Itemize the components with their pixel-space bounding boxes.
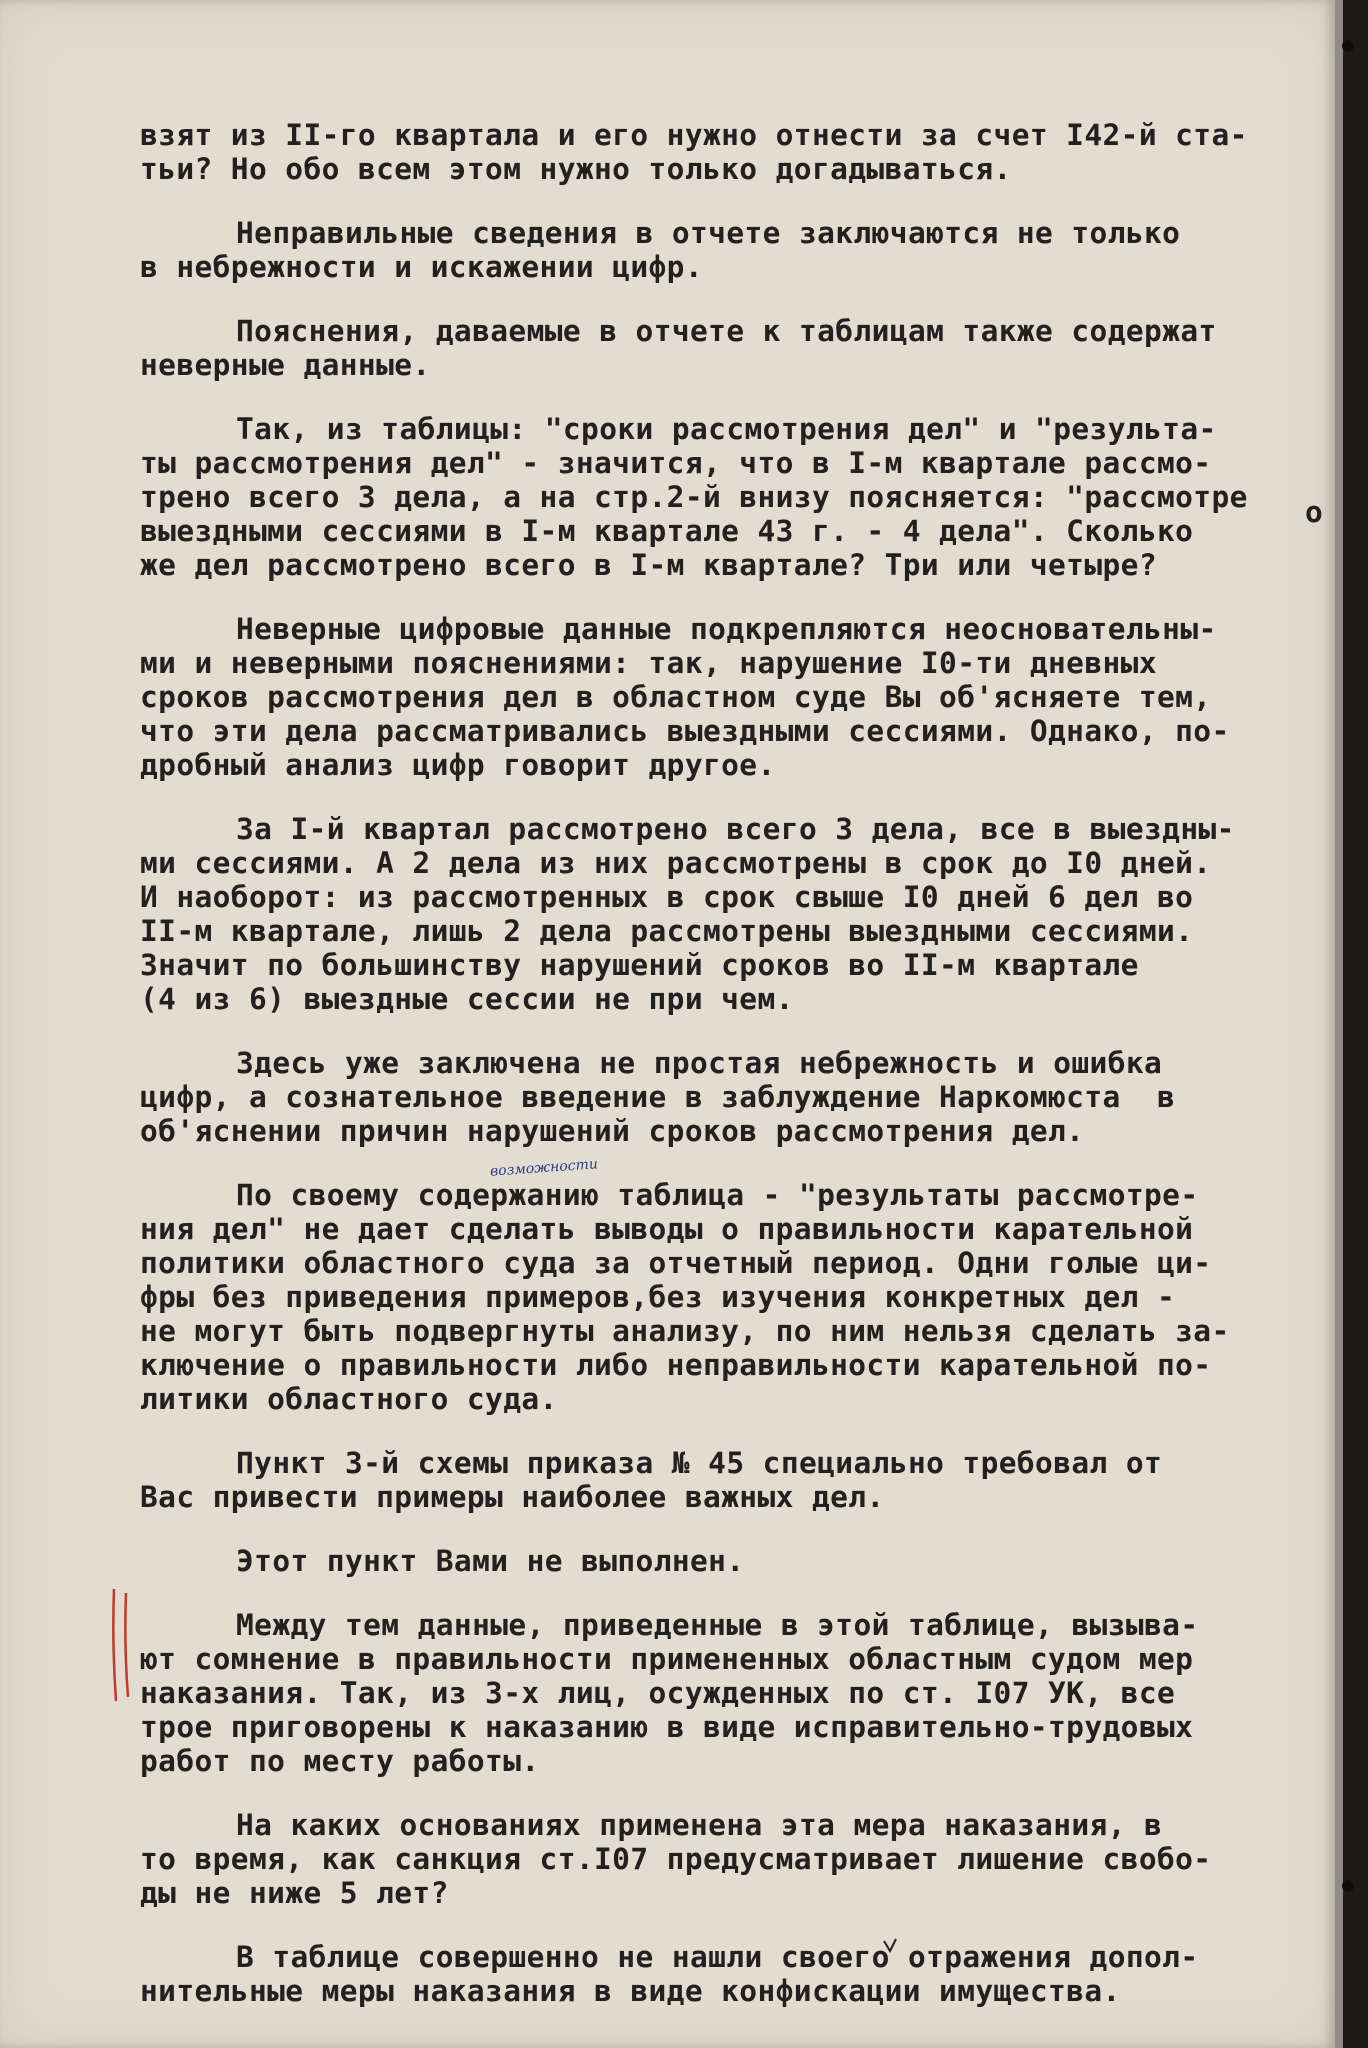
paragraph-gap xyxy=(140,1148,1335,1178)
text-line: что эти дела рассматривались выездными сессиями. Однако, по- xyxy=(140,714,1230,748)
paragraph-gap xyxy=(140,1416,1335,1446)
red-margin-mark xyxy=(108,1585,138,1705)
binding-edge xyxy=(1335,0,1368,2048)
text-line: ключение о правильности либо неправильности карательной по- xyxy=(140,1348,1212,1382)
text-line: Неверные цифровые данные подкрепляются неосновательны- xyxy=(236,612,1217,646)
text-line: (4 из 6) выездные сессии не при чем. xyxy=(140,982,794,1016)
paragraph-gap xyxy=(140,186,1335,216)
stray-letter: о xyxy=(1305,495,1323,529)
paragraph-gap xyxy=(140,782,1335,812)
text-line: Пояснения, даваемые в отчете к таблицам также содержат xyxy=(236,314,1217,348)
paragraph-gap xyxy=(140,1016,1335,1046)
text-line: ми и неверными пояснениями: так, нарушение I0-ти дневных xyxy=(140,646,1157,680)
text-line: трое приговорены к наказанию в виде исправительно-трудовых xyxy=(140,1710,1194,1744)
text-line: неверные данные. xyxy=(140,348,431,382)
text-line: в небрежности и искажении цифр. xyxy=(140,250,703,284)
text-line: ми сессиями. А 2 дела из них рассмотрены в срок до I0 дней. xyxy=(140,846,1212,880)
text-line: По своему содержанию таблица - "результаты рассмотре- xyxy=(236,1178,1199,1212)
text-line: В таблице совершенно не нашли своего отражения допол- xyxy=(236,1940,1199,1974)
text-line: взят из II-го квартала и его нужно отнести за счет I42-й ста- xyxy=(140,118,1248,152)
text-line: политики областного суда за отчетный период. Одни голые ци- xyxy=(140,1246,1212,1280)
text-line: Между тем данные, приведенные в этой таблице, вызыва- xyxy=(236,1608,1199,1642)
text-line: На каких основаниях применена эта мера наказания, в xyxy=(236,1808,1163,1842)
text-line: Так, из таблицы: "сроки рассмотрения дел" и "результа- xyxy=(236,412,1217,446)
text-line: цифр, а сознательное введение в заблуждение Наркомюста в xyxy=(140,1080,1176,1114)
text-line: тьи? Но обо всем этом нужно только догадываться. xyxy=(140,152,1012,186)
paragraph-gap xyxy=(140,284,1335,314)
text-line: выездными сессиями в I-м квартале 43 г. - 4 дела". Сколько xyxy=(140,514,1194,548)
text-line: ния дел" не дает сделать выводы о правильности карательной xyxy=(140,1212,1194,1246)
pen-mark xyxy=(880,1935,900,1955)
text-line: фры без приведения примеров,без изучения конкретных дел - xyxy=(140,1280,1176,1314)
text-line: Пункт 3-й схемы приказа № 45 специально требовал от xyxy=(236,1446,1163,1480)
text-line: Здесь уже заключена не простая небрежность и ошибка xyxy=(236,1046,1163,1080)
text-line: Значит по большинству нарушений сроков во II-м квартале xyxy=(140,948,1139,982)
text-line: наказания. Так, из 3-х лиц, осужденных по ст. I07 УК, все xyxy=(140,1676,1176,1710)
paragraph-gap xyxy=(140,1514,1335,1544)
text-line: II-м квартале, лишь 2 дела рассмотрены выездными сессиями. xyxy=(140,914,1194,948)
binding-hole xyxy=(1342,40,1354,52)
binding-hole xyxy=(1342,1880,1354,1892)
text-line: литики областного суда. xyxy=(140,1382,558,1416)
typed-text-body xyxy=(140,118,1335,2008)
text-line: ют сомнение в правильности примененных областным судом мер xyxy=(140,1642,1194,1676)
paragraph-gap xyxy=(140,1910,1335,1940)
text-line: И наоборот: из рассмотренных в срок свыше I0 дней 6 дел во xyxy=(140,880,1194,914)
text-line: трено всего 3 дела, а на стр.2-й внизу поясняется: "рассмотре xyxy=(140,480,1248,514)
handwritten-insertion: возможности xyxy=(489,1156,599,1180)
text-line: работ по месту работы. xyxy=(140,1744,540,1778)
text-line: не могут быть подвергнуты анализу, по ним нельзя сделать за- xyxy=(140,1314,1230,1348)
text-line: ды не ниже 5 лет? xyxy=(140,1876,449,1910)
text-line: сроков рассмотрения дел в областном суде Вы об'ясняете тем, xyxy=(140,680,1212,714)
text-line: Вас привести примеры наиболее важных дел. xyxy=(140,1480,885,1514)
text-line: об'яснении причин нарушений сроков рассмотрения дел. xyxy=(140,1114,1085,1148)
paragraph-gap xyxy=(140,582,1335,612)
paragraph-gap xyxy=(140,382,1335,412)
text-line: дробный анализ цифр говорит другое. xyxy=(140,748,776,782)
text-line: ты рассмотрения дел" - значится, что в I-м квартале рассмо- xyxy=(140,446,1212,480)
text-line: нительные меры наказания в виде конфискации имущества. xyxy=(140,1974,1121,2008)
paragraph-gap xyxy=(140,1578,1335,1608)
text-line: же дел рассмотрено всего в I-м квартале? Три или четыре? xyxy=(140,548,1157,582)
text-line: За I-й квартал рассмотрено всего 3 дела, все в выездны- xyxy=(236,812,1235,846)
text-line: то время, как санкция ст.I07 предусматривает лишение свобо- xyxy=(140,1842,1212,1876)
text-line: Неправильные сведения в отчете заключаются не только xyxy=(236,216,1181,250)
text-line: Этот пункт Вами не выполнен. xyxy=(236,1544,745,1578)
paragraph-gap xyxy=(140,1778,1335,1808)
